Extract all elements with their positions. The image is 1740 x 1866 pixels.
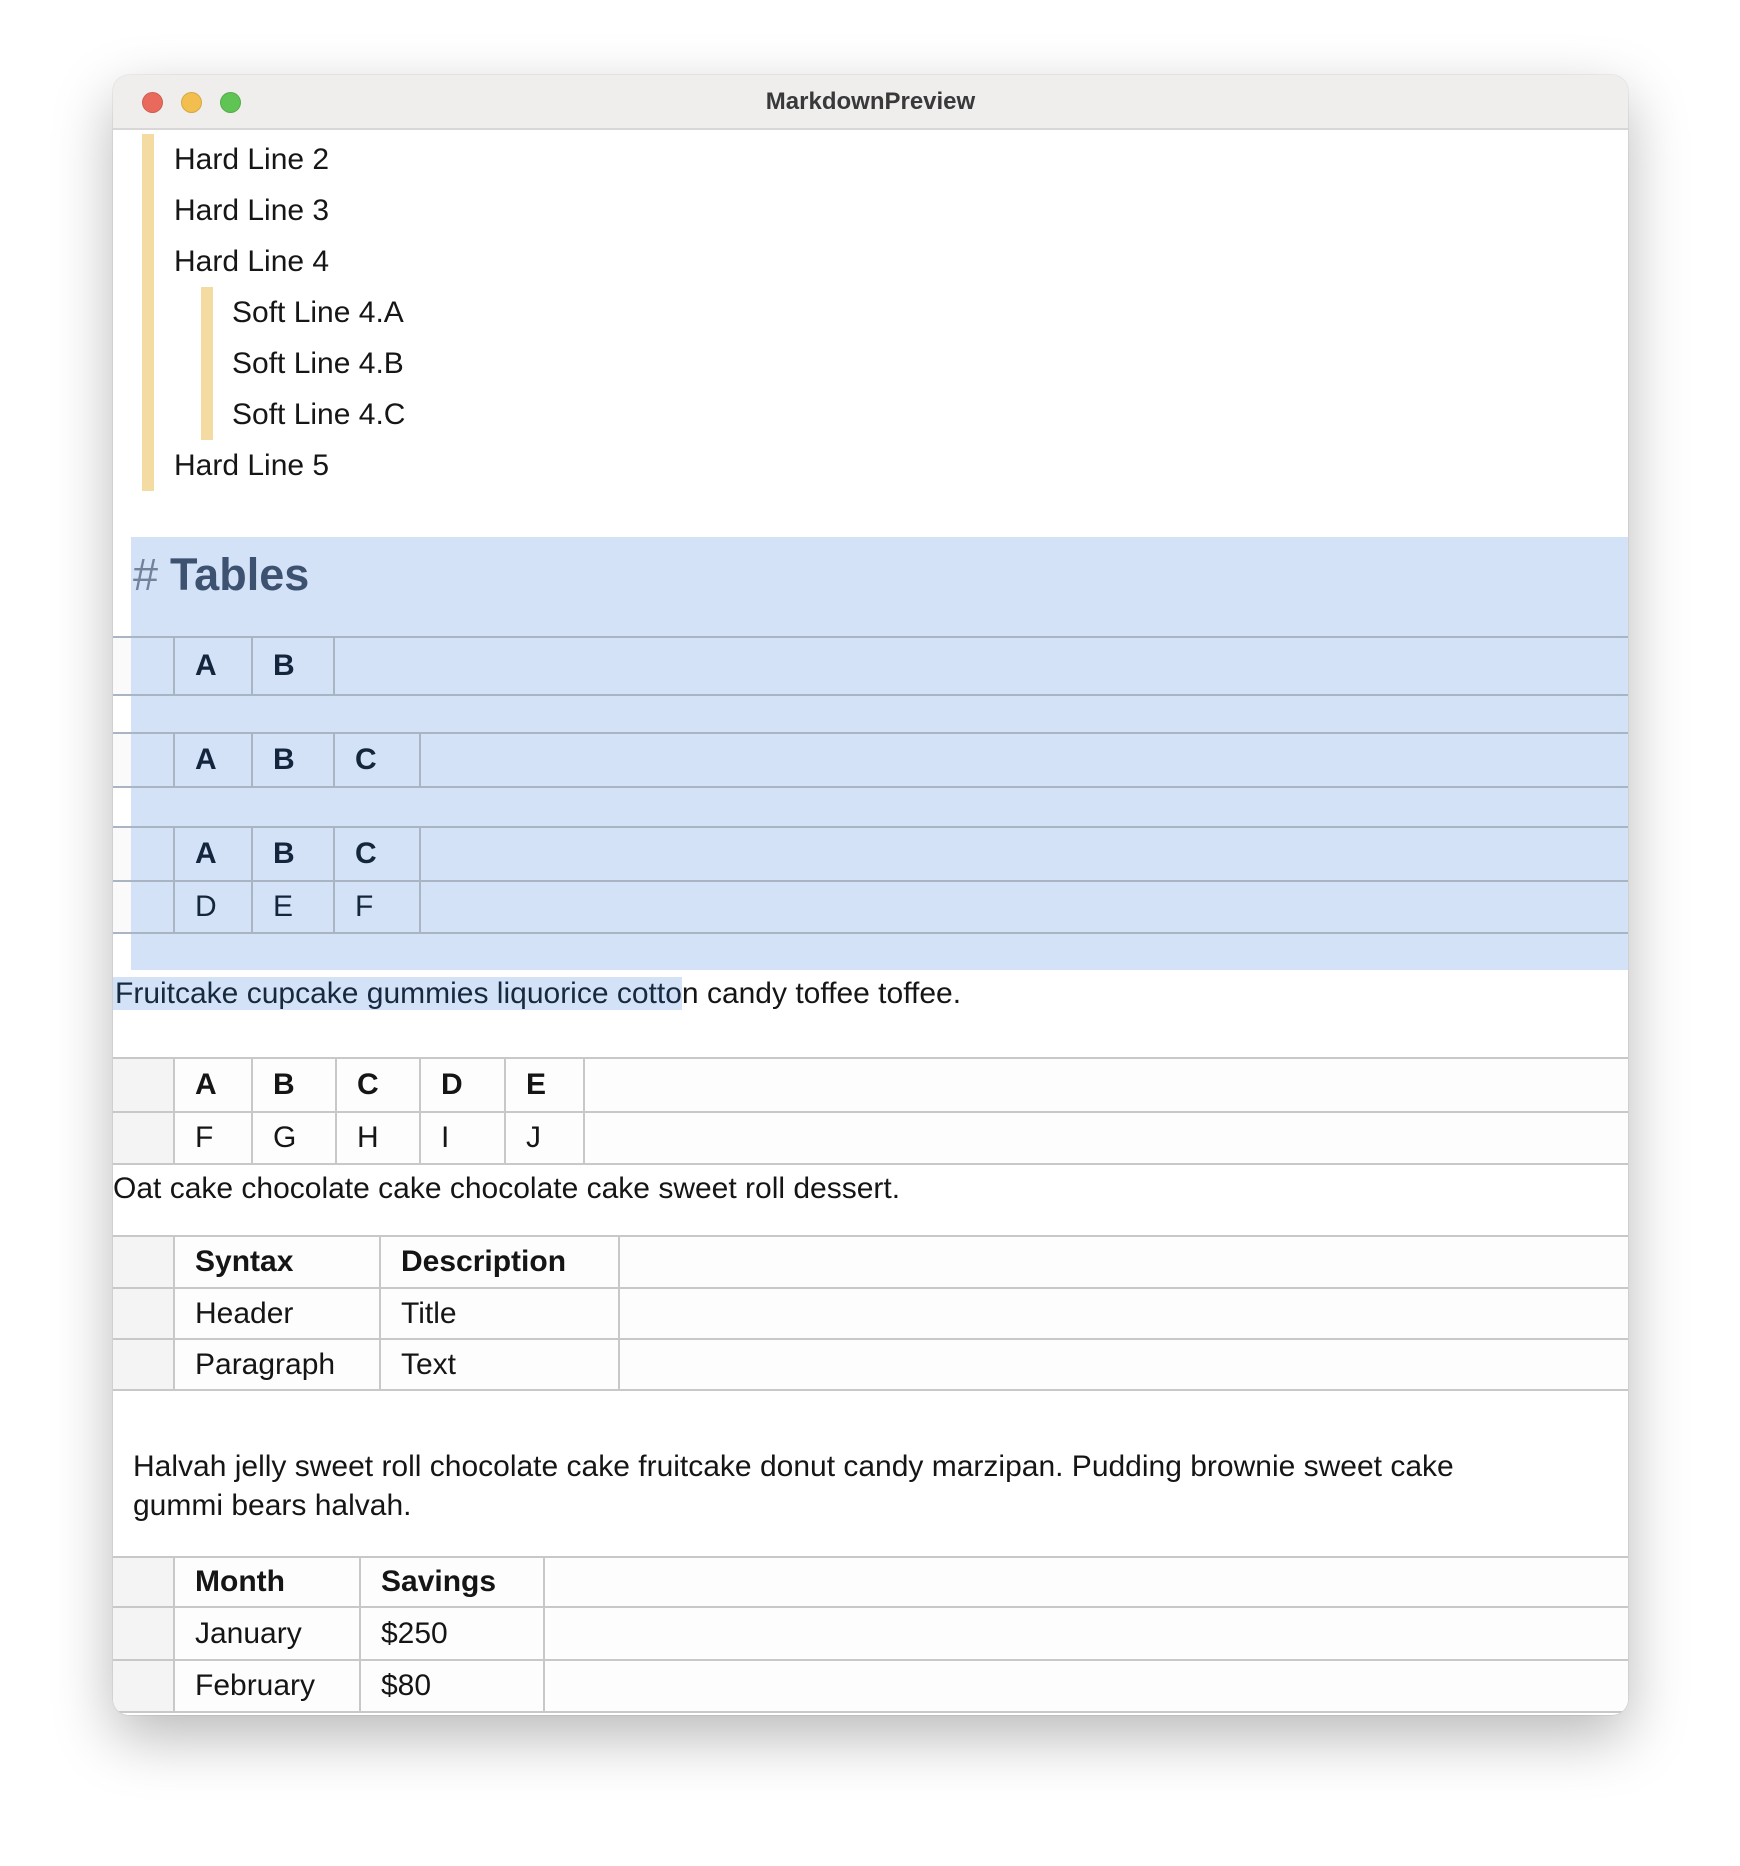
table-row [113, 1287, 1628, 1338]
blockquote-line: Hard Line 2 [174, 143, 330, 176]
paragraph-oat-cake: Oat cake chocolate cake chocolate cake sweet roll dessert. [113, 1172, 901, 1205]
column-header: B [253, 638, 335, 694]
column-header: C [337, 1059, 421, 1111]
table-month-savings [113, 1556, 1628, 1713]
table-cell-empty [620, 1237, 1628, 1287]
column-header: Savings [361, 1558, 545, 1606]
column-header: D [421, 1059, 506, 1111]
markdown-preview-window [113, 75, 1628, 1715]
column-header: B [253, 828, 335, 880]
window-titlebar [113, 75, 1628, 130]
table-cell: G [253, 1113, 337, 1163]
markdown-preview-scroll-area[interactable] [113, 130, 1628, 1715]
table-cell-empty [113, 734, 175, 786]
paragraph-line: Halvah jelly sweet roll chocolate cake fruitcake donut candy marzipan. Pudding brownie sweet cake [133, 1450, 1454, 1483]
paragraph-text: n candy toffee toffee. [681, 977, 962, 1010]
table-cell-empty [113, 638, 175, 694]
table-cell-empty [545, 1661, 1628, 1711]
column-header: A [175, 1059, 253, 1111]
table-cell: I [421, 1113, 506, 1163]
table-cell-empty [113, 1059, 175, 1111]
blockquote-line: Soft Line 4.C [232, 398, 406, 431]
table-cell: February [175, 1661, 361, 1711]
table-cell-empty [421, 734, 1628, 786]
column-header: B [253, 1059, 337, 1111]
traffic-lights [142, 92, 241, 113]
blockquote-nested [201, 287, 1628, 440]
table-cell: Paragraph [175, 1340, 381, 1389]
column-header: A [175, 828, 253, 880]
table-ab [113, 636, 1628, 696]
heading-title: Tables [170, 549, 310, 600]
column-header: B [253, 734, 335, 786]
table-cell-empty [113, 882, 175, 932]
table-cell-empty [620, 1289, 1628, 1338]
blockquote-line: Hard Line 3 [174, 194, 330, 227]
table-cell: January [175, 1608, 361, 1659]
selection-tail [113, 934, 1628, 970]
blockquote-line: Soft Line 4.A [232, 296, 404, 329]
page-heading [133, 545, 1628, 605]
table-cell: H [337, 1113, 421, 1163]
table-cell-empty [620, 1340, 1628, 1389]
text-selection-highlight: Fruitcake cupcake gummies liquorice cotto [115, 977, 682, 1010]
table-cell-empty [113, 1558, 175, 1606]
blockquote-outer [142, 134, 1628, 491]
table-cell: $250 [361, 1608, 545, 1659]
table-header-row [113, 1558, 1628, 1606]
column-header: A [175, 734, 253, 786]
table-cell-empty [545, 1608, 1628, 1659]
table-cell-empty [335, 638, 1628, 694]
table-abc [113, 732, 1628, 788]
table-cell-empty [113, 1340, 175, 1389]
column-header: Month [175, 1558, 361, 1606]
table-row [113, 880, 1628, 932]
table-abc-def [113, 826, 1628, 934]
table-cell-empty [113, 1661, 175, 1711]
close-window-button[interactable] [142, 92, 163, 113]
selection-gap [113, 788, 1628, 826]
table-cell: D [175, 882, 253, 932]
table-cell: $80 [361, 1661, 545, 1711]
minimize-window-button[interactable] [181, 92, 202, 113]
table-cell-empty [113, 1113, 175, 1163]
column-header: A [175, 638, 253, 694]
column-header: Description [381, 1237, 620, 1287]
heading-hash-marker: # [133, 549, 159, 600]
table-row [113, 1659, 1628, 1711]
table-cell-empty [113, 1608, 175, 1659]
column-header: E [506, 1059, 585, 1111]
zoom-window-button[interactable] [220, 92, 241, 113]
paragraph-fruitcake [113, 970, 1628, 1017]
table-cell-empty [113, 828, 175, 880]
heading-tables-selected [113, 537, 1628, 636]
table-cell-empty [545, 1558, 1628, 1606]
table-cell-empty [585, 1059, 1628, 1111]
table-row [113, 1111, 1628, 1163]
column-header: Syntax [175, 1237, 381, 1287]
table-cell-empty [585, 1113, 1628, 1163]
table-cell-empty [421, 882, 1628, 932]
table-row [113, 1606, 1628, 1659]
paragraph-halvah [133, 1447, 1628, 1525]
table-syntax-description [113, 1235, 1628, 1391]
window-title: MarkdownPreview [765, 88, 976, 115]
column-header: C [335, 828, 421, 880]
blockquote-line: Hard Line 4 [174, 245, 330, 278]
table-cell: F [175, 1113, 253, 1163]
table-cell-empty [421, 828, 1628, 880]
table-cell-empty [113, 1289, 175, 1338]
table-cell-empty [113, 1237, 175, 1287]
table-row [113, 1338, 1628, 1389]
table-cell: J [506, 1113, 585, 1163]
column-header: C [335, 734, 421, 786]
table-header-row [113, 1059, 1628, 1111]
blockquote-line: Hard Line 5 [174, 449, 330, 482]
paragraph-line: gummi bears halvah. [133, 1489, 412, 1522]
table-header-row [113, 1237, 1628, 1287]
blockquote-line: Soft Line 4.B [232, 347, 404, 380]
table-header-row [113, 638, 1628, 694]
table-cell: Header [175, 1289, 381, 1338]
table-cell: F [335, 882, 421, 932]
table-cell: E [253, 882, 335, 932]
table-abcde [113, 1057, 1628, 1165]
table-cell: Title [381, 1289, 620, 1338]
selection-gap [113, 696, 1628, 732]
table-cell: Text [381, 1340, 620, 1389]
table-header-row [113, 828, 1628, 880]
table-header-row [113, 734, 1628, 786]
